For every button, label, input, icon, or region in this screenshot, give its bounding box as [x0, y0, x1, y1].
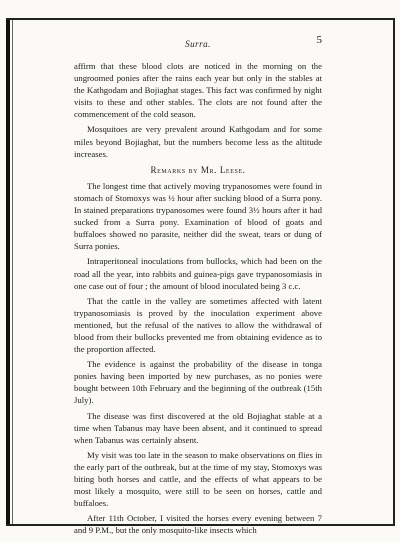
page-border-right — [393, 18, 395, 526]
paragraph: Mosquitoes are very prevalent around Kathgodam and for some miles beyond Bojiaghat, but the numbers become less as the altitude increases. — [74, 124, 322, 159]
page-border-left-inner — [12, 18, 13, 526]
page-content — [74, 34, 322, 539]
paragraph: My visit was too late in the season to make observations on flies in the early part of the outbreak, but at the time of my stay, Stomoxys was biting both horses and cattle, and the effects of what appears to be most likely a mosquito, were still to be seen on horses, cattle and buffaloes. — [74, 449, 322, 509]
paragraph: That the cattle in the valley are sometimes affected with latent trypanosomiasis is proved by the inoculation experiment above mentioned, but the refusal of the natives to allow the withdrawal of blood from their bullocks prevented me from obtaining evidence as to the proportion affected. — [74, 295, 322, 355]
running-head: Surra. — [185, 39, 211, 49]
page-border-left — [6, 18, 10, 526]
paragraph: The evidence is against the probability of the disease in tonga ponies having been imported by new purchases, as no ponies were bought between 10th February and the beginning of the outbreak (15th July). — [74, 359, 322, 406]
page-border-top — [6, 18, 394, 20]
paragraph: The longest time that actively moving trypanosomes were found in stomach of Stomoxys was ½ hour after sucking blood of a Surra pony. In stained preparations trypanosomes were found 3½ hours after it had sucked from a Surra pony. Examination of blood of goats and buffaloes showed no parasite, neither did the sweat, tears or dung of Surra ponies. — [74, 180, 322, 252]
page-header — [74, 34, 322, 52]
section-heading: Remarks by Mr. Leese. — [150, 164, 246, 175]
paragraph-continuation: affirm that these blood clots are noticed in the morning on the ungroomed ponies after the rains each year but only in the stables at the Kathgodam and Bojiaghat stages. This fact was confirmed by night visits to these and other stables. The clots are not found after the commencement of the cold season. — [74, 61, 322, 120]
body-text — [74, 60, 322, 536]
paragraph: After 11th October, I visited the horses every evening between 7 and 9 P.M., but the only mosquito-like insects which — [74, 513, 322, 536]
page-number: 5 — [316, 34, 322, 46]
paragraph: The disease was first discovered at the old Bojiaghat stable at a time when Tabanus may have been absent, and it continued to spread when Tabanus was certainly absent. — [74, 410, 322, 445]
paragraph: Intraperitoneal inoculations from bullocks, which had been on the road all the year, into rabbits and guinea-pigs gave trypanosomiasis in one case out of four ; the amount of blood inoculated being 3 c.c. — [74, 256, 322, 291]
